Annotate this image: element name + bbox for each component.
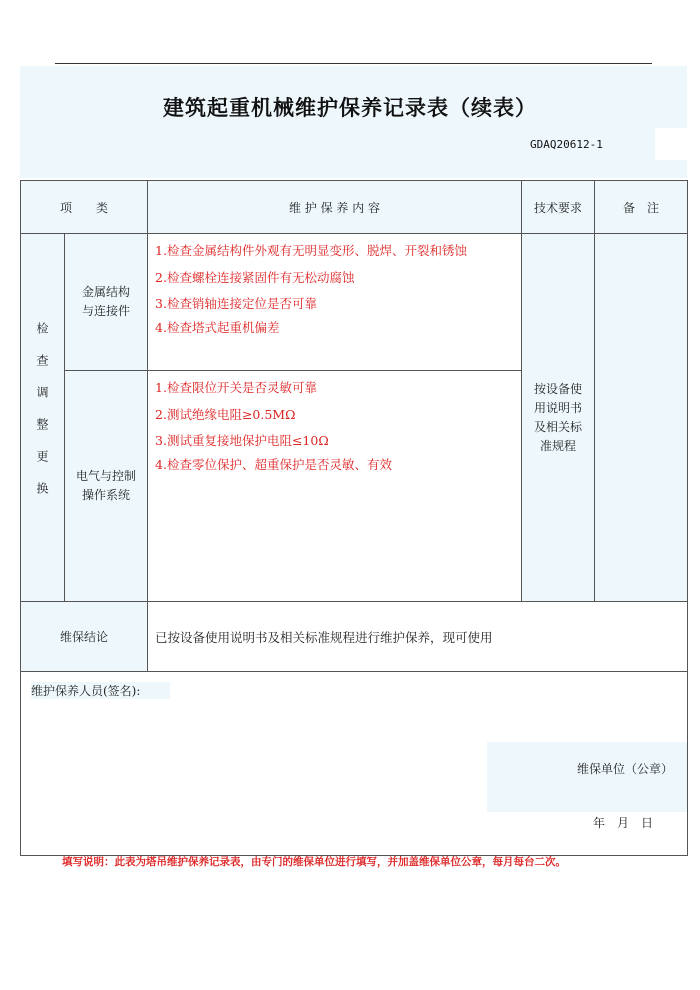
conclusion-label: 维保结论 [21,602,148,672]
check-item: 2.测试绝缘电阻≥0.5MΩ [155,406,296,422]
check-item: 4.检查塔式起重机偏差 [155,319,280,335]
signature-row [21,672,688,856]
header-band [20,66,687,178]
section-items-metal [148,234,522,371]
check-item: 3.测试重复接地保护电阻≤10Ω [155,433,329,448]
stamp-area [487,742,687,812]
header-notch [655,128,695,160]
check-item: 4.检查零位保护、超重保护是否灵敏、有效 [155,456,392,472]
unit-stamp-label: 维保单位（公章） [577,762,674,776]
conclusion-row [21,602,688,672]
signature-cell [21,672,688,856]
conclusion-text: 已按设备使用说明书及相关标准规程进行维护保养，现可使用 [148,602,688,672]
top-rule [55,63,652,64]
section-name-metal: 金属结构 与连接件 [65,234,148,371]
document-code: GDAQ20612-1 [530,138,603,151]
check-item: 1.检查金属结构件外观有无明显变形、脱焊、开裂和锈蚀 [155,243,467,258]
section-row-metal [21,234,688,371]
signer-label: 维护保养人员(签名): [31,682,170,699]
header-content: 维 护 保 养 内 容 [148,181,522,234]
header-row [21,181,688,234]
fill-instructions: 填写说明：此表为塔吊维护保养记录表，由专门的维保单位进行填写，并加盖维保单位公章，每月每台二次。 [62,856,566,868]
group-label: 检查调整更换 [35,321,49,514]
section-name-electrical: 电气与控制 操作系统 [65,371,148,602]
check-item: 3.检查销轴连接定位是否可靠 [155,296,317,311]
maintenance-table [20,180,688,856]
group-cell [21,234,65,602]
check-item: 2.检查螺栓连接紧固件有无松动腐蚀 [155,269,355,285]
check-item: 1.检查限位开关是否灵敏可靠 [155,380,317,395]
remark-cell [595,234,688,602]
document-title: 建筑起重机械维护保养记录表（续表） [163,96,537,120]
header-category: 项 类 [21,181,148,234]
section-items-electrical [148,371,522,602]
date-label: 年 月 日 [593,816,654,830]
technical-requirement: 按设备使用说明书及相关标准规程 [522,234,595,602]
header-remark: 备 注 [595,181,688,234]
header-requirement: 技术要求 [522,181,595,234]
